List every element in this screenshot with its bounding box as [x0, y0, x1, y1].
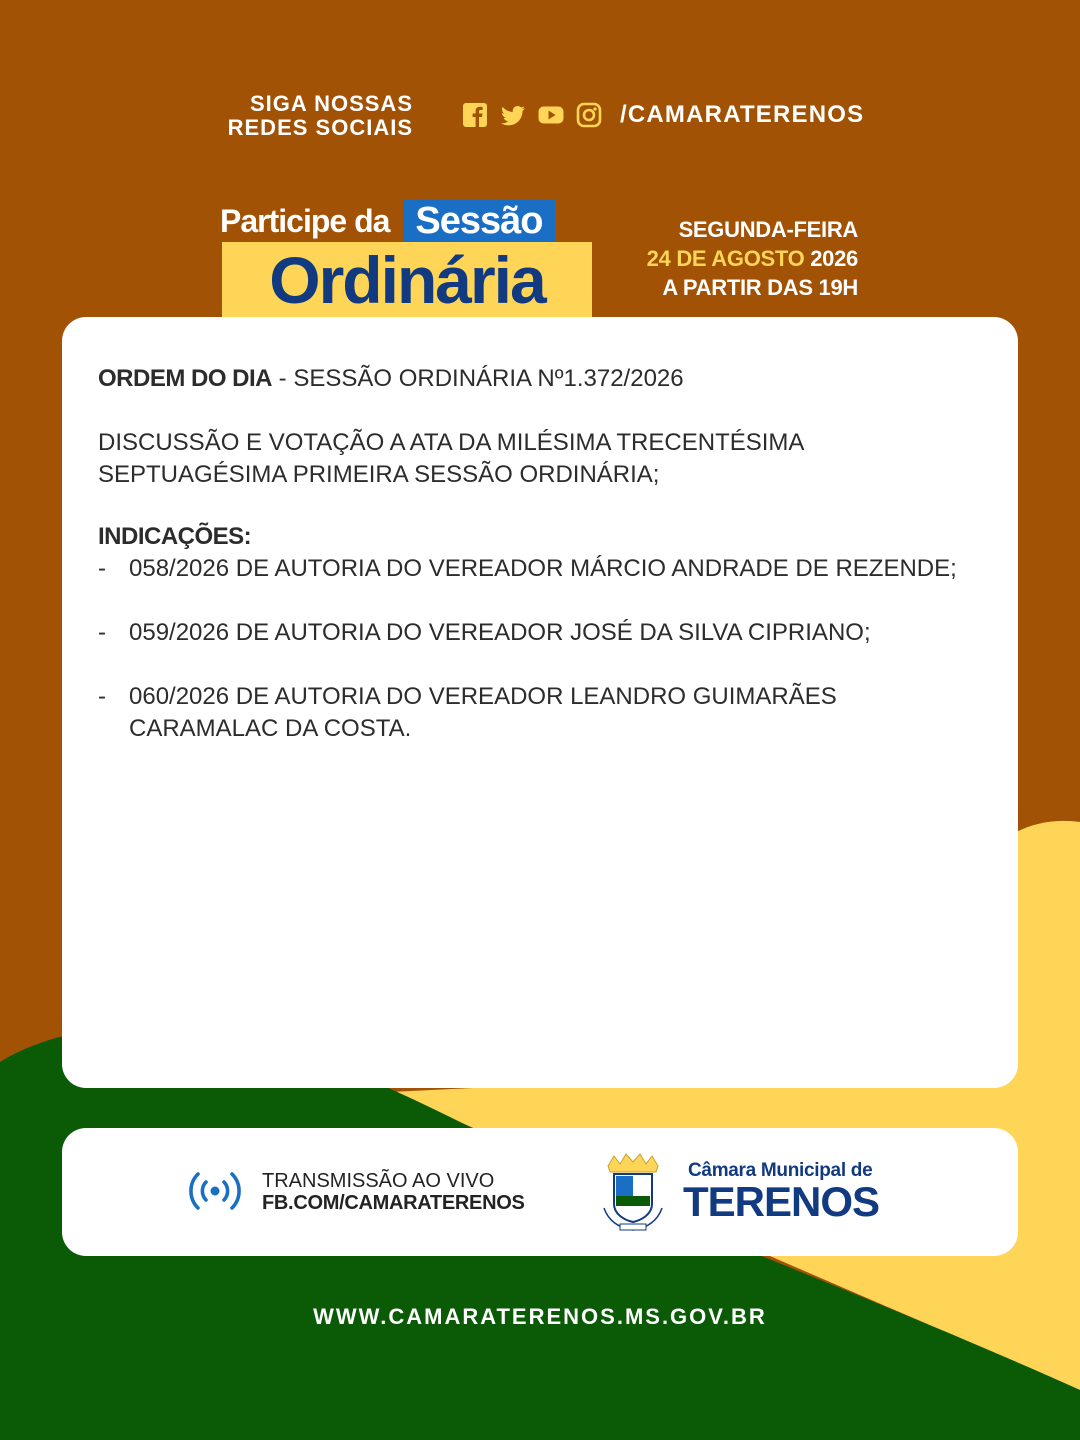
agenda-discussion-line2: SEPTUAGÉSIMA PRIMEIRA SESSÃO ORDINÁRIA;	[98, 461, 660, 488]
session-time: A PARTIR DAS 19H	[662, 275, 858, 300]
session-year: 2026	[810, 246, 858, 271]
list-item	[98, 617, 988, 649]
social-icons	[462, 102, 602, 128]
banner-title	[220, 200, 555, 242]
website-link[interactable]: WWW.CAMARATERENOS.MS.GOV.BR	[313, 1304, 767, 1329]
youtube-icon[interactable]	[538, 102, 564, 128]
list-dash: -	[98, 683, 106, 710]
agenda-discussion-line1: DISCUSSÃO E VOTAÇÃO A ATA DA MILÉSIMA TRECENTÉSIMA	[98, 429, 805, 456]
list-item-line2: CARAMALAC DA COSTA.	[129, 715, 412, 742]
municipal-crest-icon	[598, 1150, 668, 1236]
facebook-icon[interactable]	[462, 102, 488, 128]
banner-ordinaria: Ordinária	[222, 242, 592, 318]
agenda-title-bold: ORDEM DO DIA	[98, 365, 272, 392]
agenda-card	[62, 317, 1018, 1088]
session-date-line	[600, 244, 858, 273]
live-stream-info	[262, 1170, 525, 1214]
list-item-line1: 060/2026 DE AUTORIA DO VEREADOR LEANDRO GUIMARÃES	[129, 683, 837, 710]
list-item	[98, 553, 988, 585]
social-title	[200, 92, 413, 140]
agenda-title-rest: - SESSÃO ORDINÁRIA Nº1.372/2026	[272, 365, 684, 392]
camara-name: TERENOS	[683, 1178, 880, 1225]
live-stream-link[interactable]: FB.COM/CAMARATERENOS	[262, 1192, 525, 1214]
list-item-line1: 059/2026 DE AUTORIA DO VEREADOR JOSÉ DA SILVA CIPRIANO;	[129, 619, 871, 646]
banner-participe: Participe da	[220, 202, 390, 239]
social-title-line1: SIGA NOSSAS	[250, 91, 413, 116]
camara-label: Câmara Municipal de	[688, 1160, 873, 1181]
live-stream-label: TRANSMISSÃO AO VIVO	[262, 1170, 495, 1192]
broadcast-icon	[186, 1168, 244, 1214]
list-item	[98, 681, 988, 745]
session-day-month: 24 DE AGOSTO	[646, 246, 805, 271]
agenda-title	[98, 363, 988, 395]
twitter-icon[interactable]	[500, 102, 526, 128]
session-weekday: SEGUNDA-FEIRA	[678, 217, 858, 242]
list-dash: -	[98, 555, 106, 582]
social-title-line2: REDES SOCIAIS	[227, 115, 413, 140]
banner-sessao: Sessão	[403, 200, 554, 242]
instagram-icon[interactable]	[576, 102, 602, 128]
list-item-line1: 058/2026 DE AUTORIA DO VEREADOR MÁRCIO ANDRADE DE REZENDE;	[129, 555, 957, 582]
indicacoes-title: INDICAÇÕES:	[98, 523, 252, 550]
social-handle[interactable]: /CAMARATERENOS	[620, 101, 865, 128]
agenda-content	[98, 363, 988, 745]
agenda-discussion	[98, 427, 988, 491]
session-date	[600, 215, 858, 302]
list-dash: -	[98, 619, 106, 646]
